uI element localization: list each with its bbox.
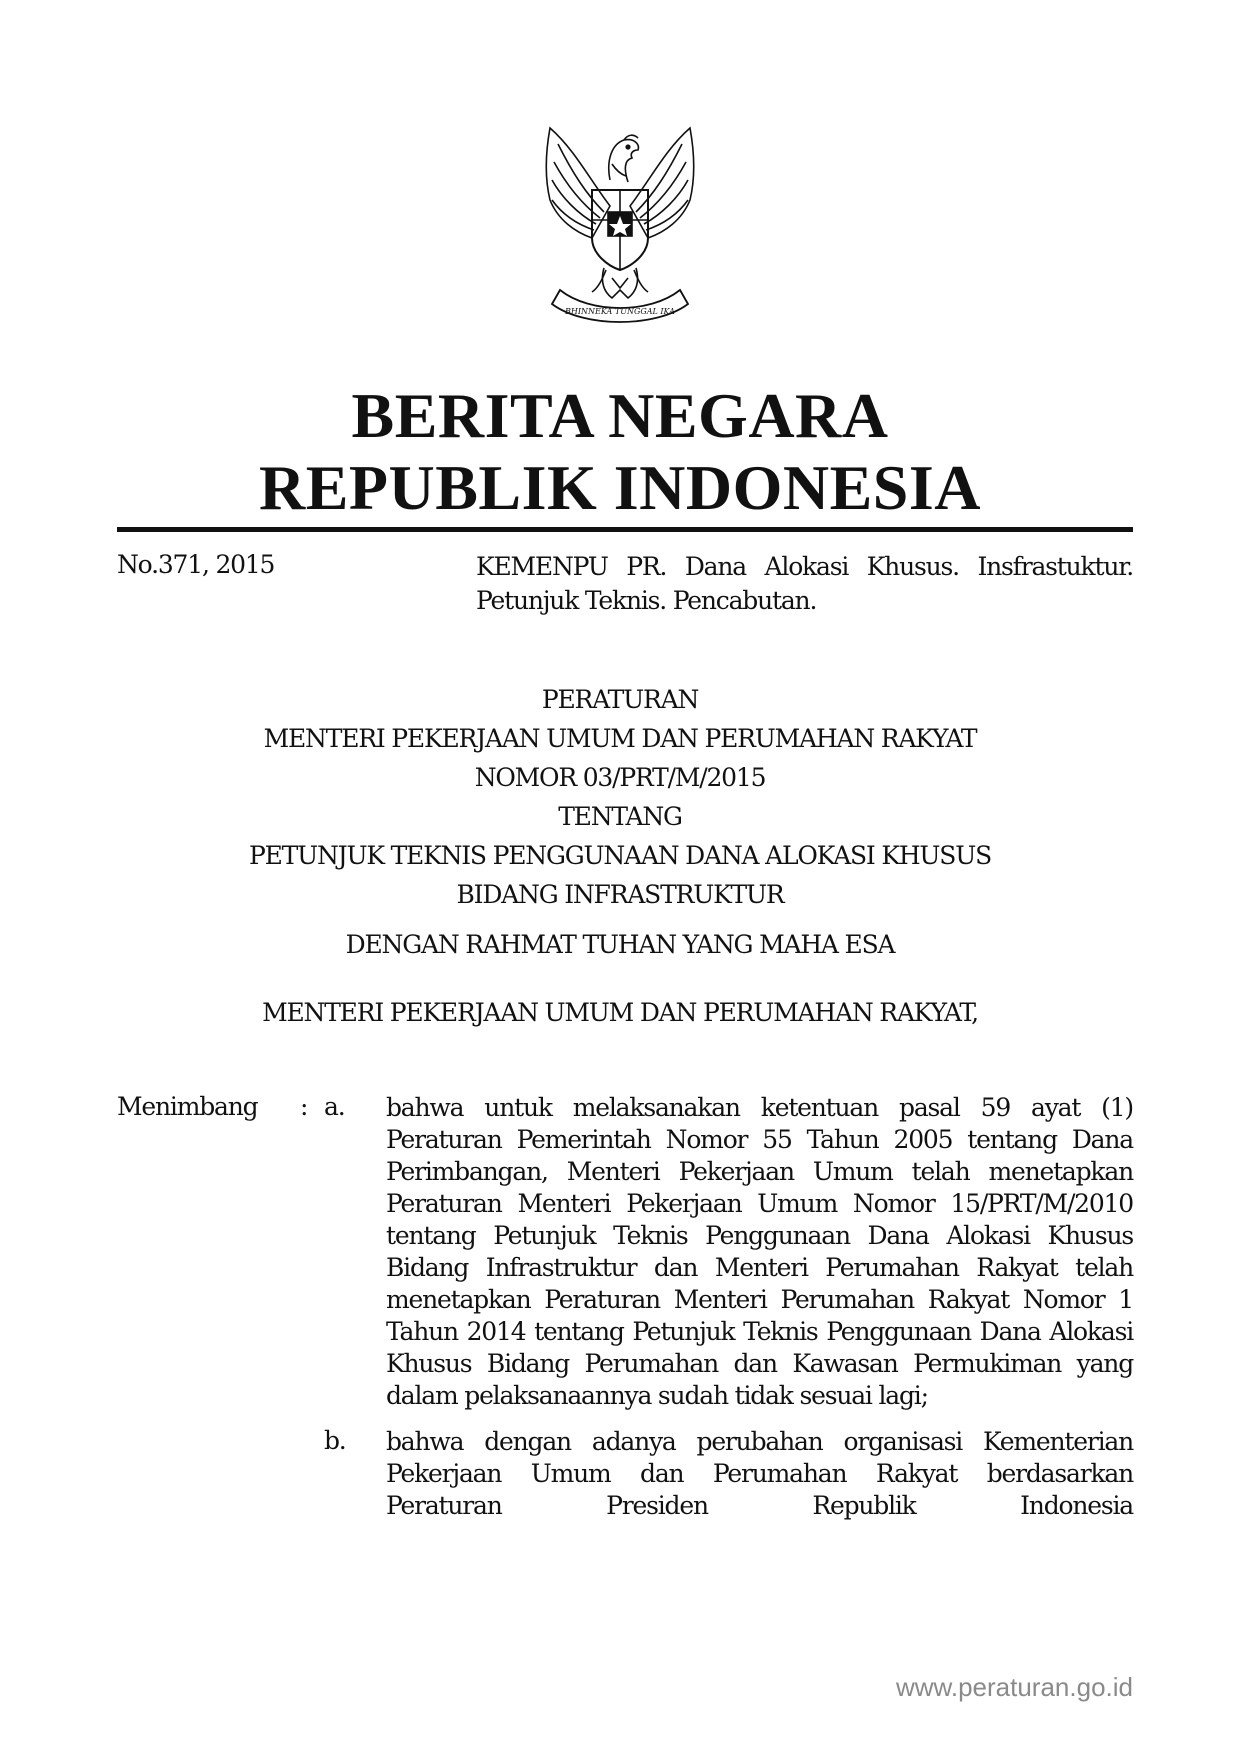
considering-item-a [117, 1092, 1133, 1412]
regulation-subject-line-1: PETUNJUK TEKNIS PENGGUNAAN DANA ALOKASI KHUSUS [248, 841, 992, 870]
regulation-title [0, 680, 1240, 914]
regulation-type: PERATURAN [541, 685, 699, 714]
considering-colon: : [300, 1092, 308, 1121]
regulation-about: TENTANG [558, 802, 682, 831]
invocation: DENGAN RAHMAT TUHAN YANG MAHA ESA [345, 930, 895, 959]
garuda-pancasila-emblem [520, 120, 720, 332]
masthead-divider [117, 527, 1133, 532]
issue-subject: KEMENPU PR. Dana Alokasi Khusus. Insfrastuktur. Petunjuk Teknis. Pencabutan. [476, 552, 1133, 615]
item-text: bahwa untuk melaksanakan ketentuan pasal 59 ayat (1) Peraturan Pemerintah Nomor 55 Tahun 2005 tentang Dana Perimbangan, Menteri Pekerjaan Umum telah menetapkan Peraturan Menteri Pekerjaan Umum Nomor 15/PRT/M/2010 tentang Petunjuk Teknis Penggunaan Dana Alokasi Khusus Bidang Infrastruktur dan Menteri Perumahan Rakyat telah menetapkan Peraturan Menteri Perumahan Rakyat Nomor 1 Tahun 2014 tentang Petunjuk Teknis Penggunaan Dana Alokasi Khusus Bidang Perumahan dan Kawasan Permukiman yang dalam pelaksanaannya sudah tidak sesuai lagi; [386, 1093, 1133, 1410]
considering-section [117, 1092, 1133, 1522]
regulation-issuer: MENTERI PEKERJAAN UMUM DAN PERUMAHAN RAKYAT [263, 724, 977, 753]
masthead [0, 380, 1240, 524]
masthead-line-2: REPUBLIK INDONESIA [258, 452, 982, 523]
minister-heading: MENTERI PEKERJAAN UMUM DAN PERUMAHAN RAKYAT, [262, 998, 978, 1027]
issue-number: No.371, 2015 [117, 550, 275, 579]
item-text: bahwa dengan adanya perubahan organisasi Kementerian Pekerjaan Umum dan Perumahan Rakyat berdasarkan Peraturan Presiden Republik Indonesia [386, 1427, 1133, 1520]
item-marker: b. [324, 1426, 346, 1455]
considering-item-b [117, 1426, 1133, 1522]
regulation-number: NOMOR 03/PRT/M/2015 [474, 763, 766, 792]
considering-label: Menimbang [117, 1092, 258, 1121]
emblem-motto: BHINNEKA TUNGGAL IKA [565, 307, 675, 316]
regulation-subject-line-2: BIDANG INFRASTRUKTUR [456, 880, 784, 909]
footer-url: www.peraturan.go.id [895, 1672, 1133, 1702]
masthead-line-1: BERITA NEGARA [351, 380, 889, 451]
item-marker: a. [324, 1092, 345, 1121]
